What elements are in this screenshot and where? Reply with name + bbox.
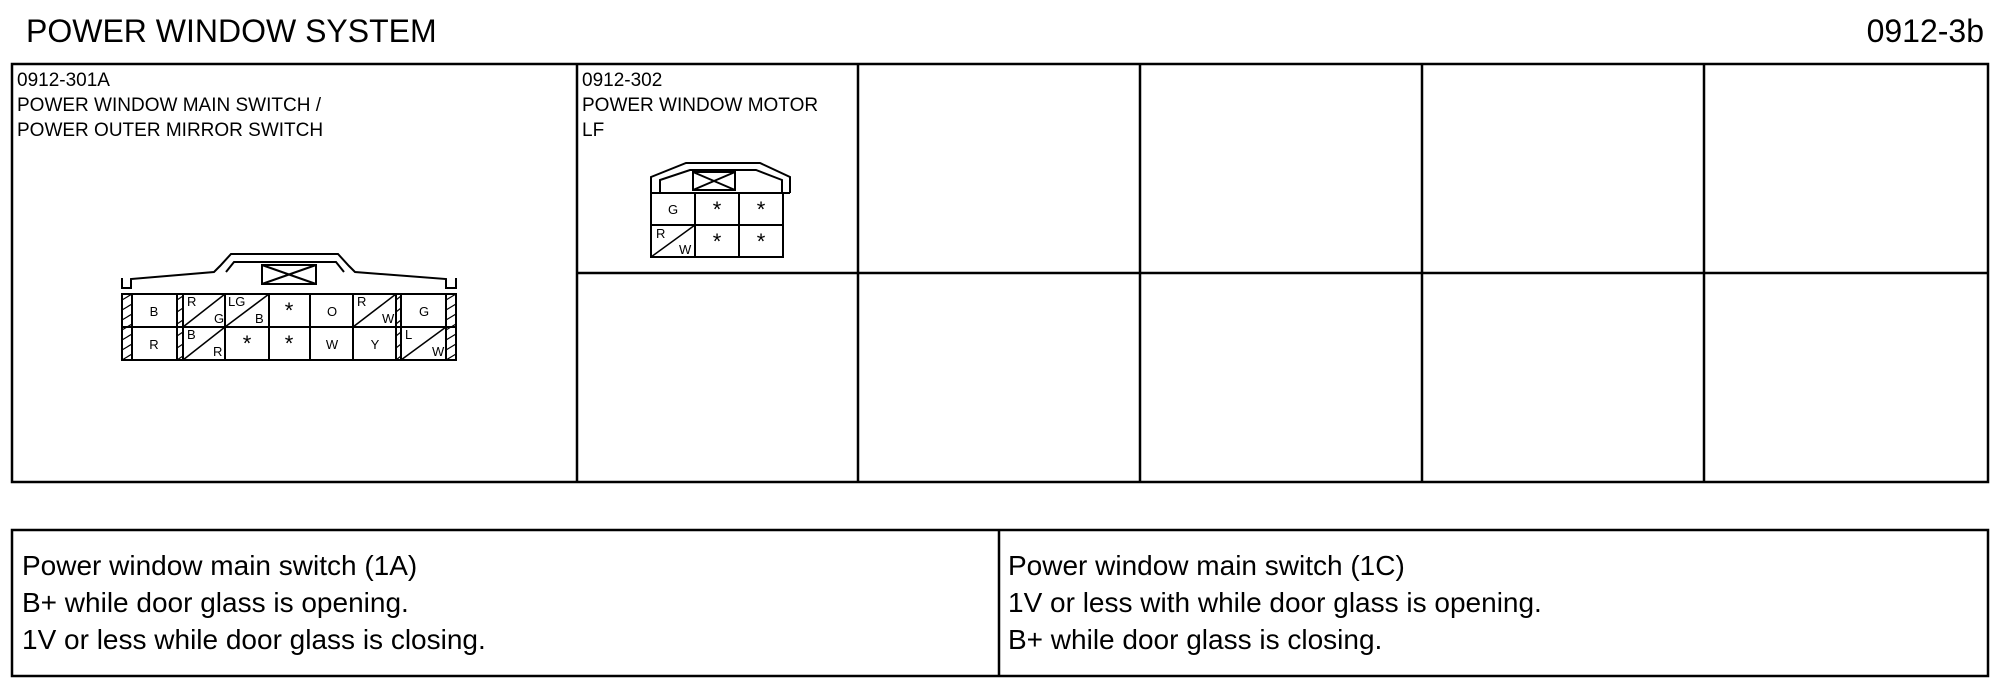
connector-housing <box>122 254 456 288</box>
pin-label: * <box>242 331 252 356</box>
pin-label: * <box>284 331 294 356</box>
pin-label: G <box>667 202 679 217</box>
page-title: POWER WINDOW SYSTEM <box>26 13 437 49</box>
pin-label: * <box>284 298 294 323</box>
pin-label: R <box>213 344 223 359</box>
connector-name-line2: LF <box>582 120 605 141</box>
connector-name-line1: POWER WINDOW MOTOR <box>582 95 819 116</box>
connector-name-line2: POWER OUTER MIRROR SWITCH <box>17 120 324 141</box>
pin-label: L <box>405 327 413 342</box>
pin-label: B <box>149 304 159 319</box>
pin-label: * <box>712 229 722 254</box>
pin-label: R <box>149 337 159 352</box>
pin-label: R <box>187 294 197 309</box>
connector-code: 0912-302 <box>582 70 663 91</box>
pin-label: B <box>255 311 264 326</box>
pin-label: G <box>214 311 225 326</box>
pin-label: R <box>656 226 666 241</box>
connector-name-line1: POWER WINDOW MAIN SWITCH / <box>17 95 321 116</box>
note-right-line1: Power window main switch (1C) <box>1008 550 1405 581</box>
connector-code: 0912-301A <box>17 70 110 91</box>
pin-label: B <box>187 327 196 342</box>
pin-label: Y <box>370 337 380 352</box>
connector-housing <box>226 262 344 272</box>
note-right-line2: 1V or less with while door glass is opening. <box>1008 587 1542 618</box>
pin-label: W <box>679 242 692 257</box>
pin-label: R <box>357 294 367 309</box>
note-left-line1: Power window main switch (1A) <box>22 550 418 581</box>
pin-label: LG <box>228 294 246 309</box>
pin-label: O <box>326 304 338 319</box>
pin-label: G <box>418 304 430 319</box>
note-right-line3: B+ while door glass is closing. <box>1008 624 1383 655</box>
pin-label: W <box>325 337 339 352</box>
pin-label: W <box>432 344 445 359</box>
pin-label: * <box>756 197 766 222</box>
pin-label: W <box>382 311 395 326</box>
pin-label: * <box>712 197 722 222</box>
note-left-line2: B+ while door glass is opening. <box>22 587 409 618</box>
pin-label: * <box>756 229 766 254</box>
connector-302-pin-labels <box>656 197 766 257</box>
page-code: 0912-3b <box>1866 13 1984 49</box>
note-left-line3: 1V or less while door glass is closing. <box>22 624 486 655</box>
